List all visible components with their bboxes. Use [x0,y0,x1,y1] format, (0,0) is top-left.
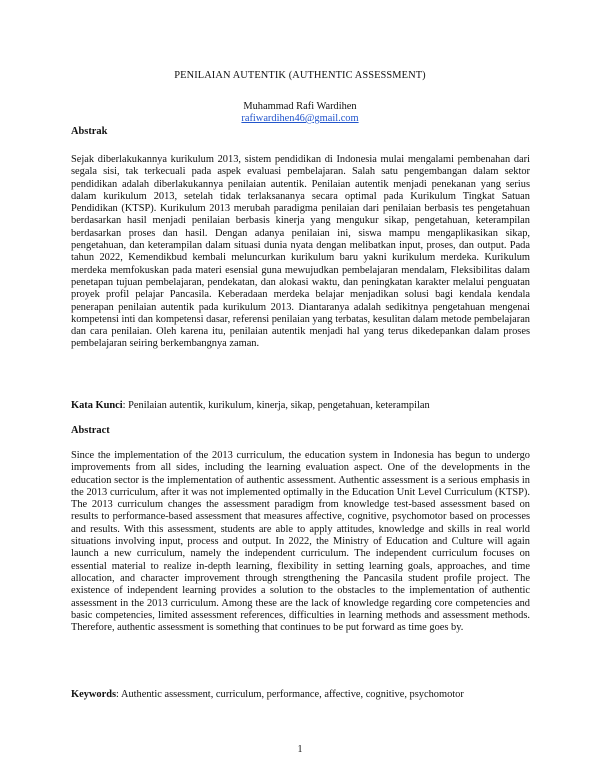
keywords-values: : Authentic assessment, curriculum, performance, affective, cognitive, psychomotor [116,689,464,700]
abstract-heading: Abstract [71,425,110,436]
abstrak-heading: Abstrak [71,126,108,137]
kata-kunci-label: Kata Kunci [71,400,123,411]
page-number: 1 [297,744,303,755]
paper-title: PENILAIAN AUTENTIK (AUTHENTIC ASSESSMENT) [174,70,426,81]
kata-kunci [71,400,541,411]
author-email-link[interactable]: rafiwardihen46@gmail.com [241,113,359,124]
keywords [71,689,541,700]
kata-kunci-values: : Penilaian autentik, kurikulum, kinerja, sikap, pengetahuan, keterampilan [122,400,430,411]
keywords-label: Keywords [71,689,117,700]
abstract-body: Since the implementation of the 2013 curriculum, the education system in Indonesia has begun to undergo improvements from all sides, including the learning evaluation aspect. One of the developments in the education sector is the implementation of authentic assessment. Authentic assessment is a serious emphasis in the 2013 curriculum, after it was not implemented optimally in the Education Unit Level Curriculum (KTSP). The 2013 curriculum changes the assessment paradigm from knowledge test-based assessment based on results to performance-based assessment that measures affective, cognitive, psychomotor based on processes and results. With this assessment, students are able to apply attitudes, knowledge and skills in real world situations involving input, process and output. In 2022, the Ministry of Education and Culture will again launch a new curriculum, namely the independent curriculum. The independent curriculum focuses on essential material to realize in-depth learning, flexibility in setting learning goals, approaches, and time allocation, and character improvement through strengthening the Pancasila student profile project. The existence of independent learning provides a solution to the obstacles to the implementation of authentic assessment in the 2013 curriculum. Among these are the lack of knowledge regarding core competencies and basic competencies, limited assessment references, difficulties in learning methods and assessment methods. Therefore, authentic assessment is something that continues to be put forward as time goes by. [71,450,530,634]
author-name: Muhammad Rafi Wardihen [243,101,357,112]
abstrak-body: Sejak diberlakukannya kurikulum 2013, sistem pendidikan di Indonesia mulai mengalami pembenahan dari segala sisi, tak terkecuali pada aspek evaluasi pembelajaran. Salah satu pengembangan dalam sektor pendidikan adalah diberlakukannya penilaian autentik. Penilaian autentik menjadi penekanan yang serius dalam kurikulum 2013, setelah tidak terlaksananya secara optimal pada Kurikulum Tingkat Satuan Pendidikan (KTSP). Kurikulum 2013 merubah paradigma penilaian dari penilaian berbasis tes pengetahuan berdasarkan hasil menjadi penilaian berbasis kinerja yang mengukur sikap, pengetahuan, keterampilan berdasarkan proses dan hasil. Dengan adanya penilaian ini, siswa mampu mengaplikasikan sikap, pengetahuan, dan keterampilan dalam situasi dunia nyata dengan melibatkan input, proses, dan output. Pada tahun 2022, Kemendikbud kembali meluncurkan kurikulum baru yakni kurikulum merdeka. Kurikulum merdeka memfokuskan pada materi esensial guna mewujudkan pembelajaran mendalam, Fleksibilitas dalam penetapan tujuan pembelajaran, pendekatan, dan alokasi waktu, dan peningkatan karakter melalui penguatan proyek profil pelajar Pancasila. Keberadaan merdeka belajar menjadikan solusi bagi kendala kendala penerapan penilaian autentik pada kurikulum 2013. Diantaranya adalah sedikitnya pengetahuan mengenai kompetensi inti dan kompetensi dasar, referensi penilaian yang terbatas, kesulitan dalam metode pembelajaran dan cara penilaian. Oleh karena itu, penilaian autentik menjadi hal yang terus dikedepankan dalam proses pembelajaran seiring berkembangnya zaman. [71,154,530,350]
